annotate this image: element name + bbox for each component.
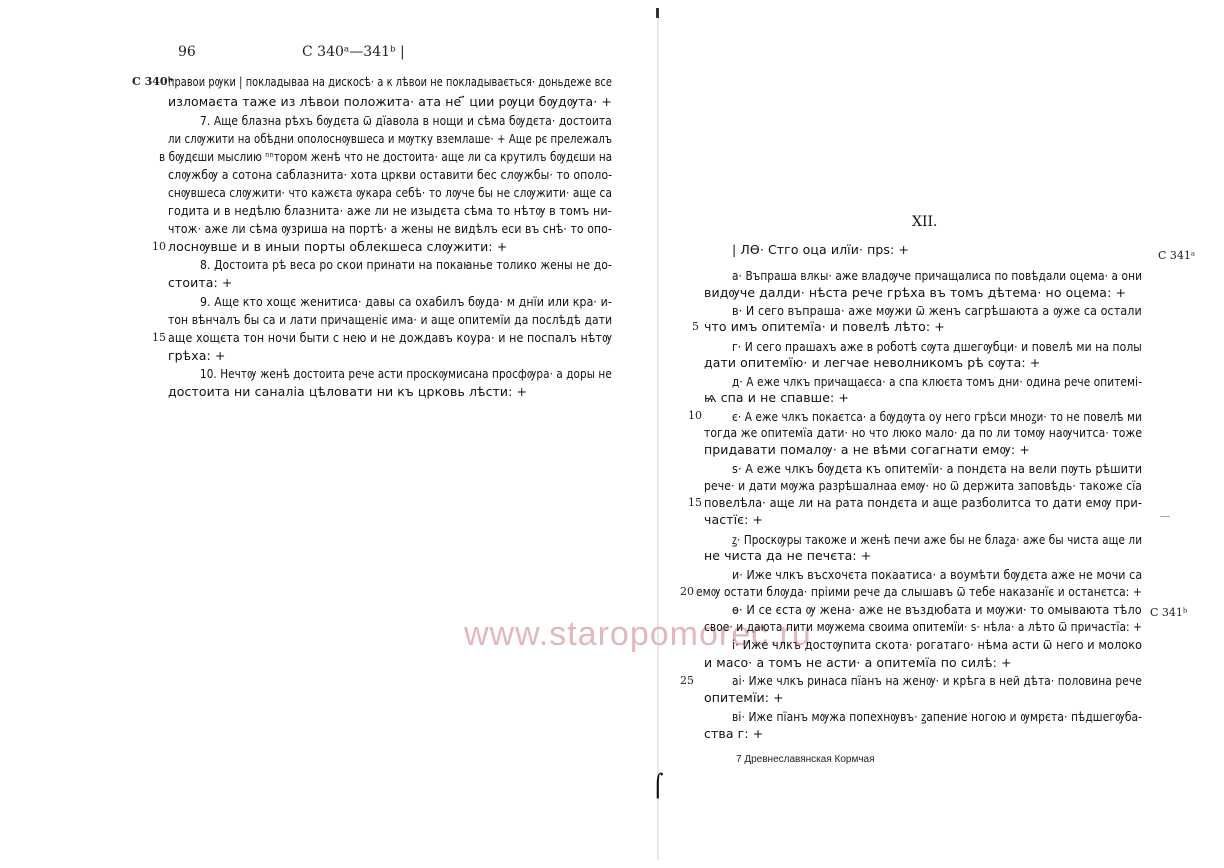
text-line: достоита ни саналіа цѣловати ни къ црковь лѣсти: + xyxy=(168,384,528,399)
text-line: 10. Нечтѹ женѣ достоита рече асти проскѹмисана просфѹра· а доры не xyxy=(200,366,612,381)
text-line: стоита: + xyxy=(168,275,233,290)
line-number: 20 xyxy=(680,585,694,598)
watermark: www.staropomorec.ru xyxy=(464,615,812,653)
gutter-bracket-icon: ⌠ xyxy=(652,774,664,799)
text-line: ства г: + xyxy=(704,726,764,741)
text-line: что имъ опитемїа· и повелѣ лѣто: + xyxy=(704,319,945,334)
text-line: и масо· а томъ не асти· а опитемїа по силѣ: + xyxy=(704,655,1012,670)
line-number: 15 xyxy=(152,331,166,344)
book-gutter xyxy=(657,8,659,860)
text-line: снѹвшеса слѹжити· что кажєта ѹкара себѣ· то лѹче бы не слѹжити· аще са xyxy=(168,185,613,200)
text-line: аще хощєта тон ночи быти с нею и не дождавъ коура· и не поспалъ нѣтѹ xyxy=(168,330,613,345)
text-line: опитемїи: + xyxy=(704,690,784,705)
text-line: 8. Достоита рѣ веса ро скои принати на покаꙗнье толико жены не до- xyxy=(200,257,612,272)
text-line: емѹ остати блѹда· пріими рече да слышавъ ѿ тебе наказанїє и останєтса: + xyxy=(696,584,1142,599)
text-line: не чиста да не печєта: + xyxy=(704,548,872,563)
text-line: тогда же опитемїа дати· но что люко мало· да по ли томѹ наѹчитса· тоже xyxy=(704,425,1143,440)
margin-note: С 340ᵇ xyxy=(132,75,174,88)
text-line: 9. Аще кто хощє женитиса· давы са охабилъ бѹда· м днїи или кра· и- xyxy=(200,294,612,309)
page-footer: 7 Древнеславянская Кормчая xyxy=(736,754,875,765)
text-line: в бѹдєши мыслию ⁿⁿтором женѣ что не достоита· аще ли са крутилъ бѹдєши на xyxy=(159,149,613,164)
text-line: ві· Иже пїанъ мѹжа попехнѹвъ· ꙁапение ногою и ѹмрєта· пѣдшегѹба- xyxy=(732,709,1143,724)
text-line: і· Иже члкъ достѹпита скота· рогатаго· нѣма асти ѿ него и молоко xyxy=(732,637,1143,652)
text-line: правои рѹки | покладываа на дискосѣ· а к лѣвои не покладывається· доньдеже все xyxy=(168,74,612,89)
text-line: а· Въпраша влкы· аже владѹче причащалиса по повѣдали оцема· а они xyxy=(732,268,1143,283)
section-title: XII. xyxy=(912,214,938,230)
page-header: С 340ᵃ—341ᵇ | xyxy=(302,44,405,60)
text-line: годита и в недѣлю блазнита· аже ли не изыдєта сѣма то нѣтѹ в томъ ни- xyxy=(168,203,612,218)
text-line: г· И сего прашахъ аже в роботѣ сѹта дшегѹбци· и повелѣ ми на полы xyxy=(732,339,1142,354)
page-number: 96 xyxy=(178,44,196,60)
text-line: видѹче далди· нѣста рече грѣха въ томъ дѣтема· но оцема: + xyxy=(704,285,1127,300)
text-line: грѣха: + xyxy=(168,348,226,363)
text-line: ѩ спа и не спавше: + xyxy=(704,390,849,405)
text-line: ꙁ· Проскѹры такоже и женѣ печи аже бы не блаꙁа· аже бы чиста аще ли xyxy=(732,532,1143,547)
text-line: | ЛѲ· Стго оца илїи· прѕ: + xyxy=(732,242,909,257)
text-line: ѳ· И се єста ѹ жена· аже не въздюбата и мѹжи· то омываюта тѣло xyxy=(732,602,1142,617)
line-number: 10 xyxy=(688,409,702,422)
line-number: 5 xyxy=(692,320,699,333)
text-line: свое· и даюта пити мѹжема своима опитемїи· ѕ· нѣла· а лѣто ѿ причастїа: + xyxy=(704,619,1143,634)
text-line: повелѣла· аще ли на рата пондєта и аще разболитса то дати емѹ при- xyxy=(704,495,1143,510)
text-line: и· Иже члкъ въсхочєта покаатиса· а воумѣти бѹдєта аже не мочи са xyxy=(732,567,1143,582)
text-line: слѹжбѹ а сотона саблазнита· хота цркви оставити бес слѹжбы· то ополо- xyxy=(168,167,613,182)
text-line: д· А еже члкъ причащаєса· а спа клюєта томъ дни· одина рече опитемі- xyxy=(732,374,1142,389)
text-line: є· А еже члкъ покаєтса· а бѹдѹта оу него грѣси мноꙁи· то не повелѣ ми xyxy=(732,409,1142,424)
text-line: тон вѣнчалъ бы са и лати причащеніє има· и аще опитемїи да послѣдѣ дати xyxy=(168,312,613,327)
text-line: дати опитемїю· и легчае неволникомъ рѣ сѹта: + xyxy=(704,355,1041,370)
text-line: в· И сего въпраша· аже мѹжи ѿ женъ сагрѣшаюта а ѹже са остали xyxy=(732,303,1142,318)
line-number: 10 xyxy=(152,240,166,253)
margin-note: С 341ᵃ xyxy=(1158,249,1196,262)
text-line: ѕ· А еже члкъ бѹдєта къ опитемїи· а пондєта на вели пѹть рѣшити xyxy=(732,461,1143,476)
line-number: 15 xyxy=(688,496,702,509)
text-line: рече· и дати мѹжа разрѣшалнаа емѹ· но ѿ держита заповѣдь· такоже сїа xyxy=(704,478,1143,493)
gutter-mark-top xyxy=(656,8,659,18)
text-line: частїє: + xyxy=(704,512,764,527)
text-line: придавати помалѹ· а не вѣми согагнати емѹ: + xyxy=(704,442,1030,457)
text-line: чтож· аже ли сѣма ѹзриша на портѣ· а жены не видѣлъ еси въ снѣ· то опо- xyxy=(168,221,612,236)
text-line: аі· Иже члкъ ринаса пїанъ на женѹ· и крѣга в ней дѣта· половина рече xyxy=(732,673,1142,688)
text-line: 7. Аще блазна рѣхъ бѹдєта ѿ дїавола в нощи и сѣма бѹдєта· достоита xyxy=(200,113,612,128)
text-line: лоснѹвше и в иныи порты облекшеса слѹжити: + xyxy=(168,239,508,254)
line-number: 25 xyxy=(680,674,694,687)
text-line: ли слѹжити на обѣдни ополоснѹвшеса и мѹтку вземлаше· + Аще рє прележалъ xyxy=(168,131,613,146)
text-line: изломаєта таже из лѣвои положита· ата не ҃ ции рѹци бѹдѹта· + xyxy=(168,94,612,109)
margin-rule xyxy=(1160,516,1170,517)
margin-note: С 341ᵇ xyxy=(1150,606,1188,619)
